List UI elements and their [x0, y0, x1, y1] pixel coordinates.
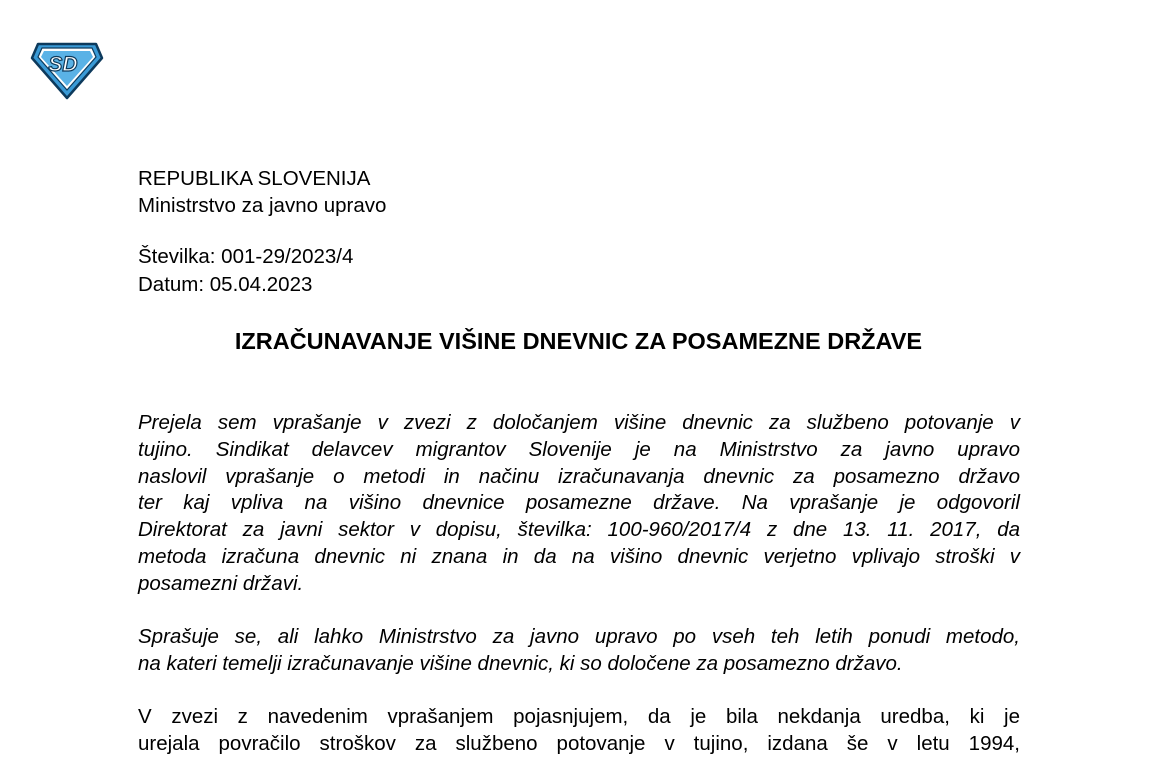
paragraph-line: na kateri temelji izračunavanje višine dnevnic, ki so določene za posamezno državo.	[138, 651, 903, 675]
paragraph-request	[138, 624, 1020, 678]
reference-date: Datum: 05.04.2023	[138, 273, 313, 296]
paragraph-line: Direktorat za javni sektor v dopisu, številka: 100-960/2017/4 z dne 13. 11. 2017, da	[138, 518, 1020, 542]
paragraph-question	[138, 410, 1020, 598]
sd-diamond-logo-icon	[30, 40, 104, 100]
paragraph-line: posamezni državi.	[138, 571, 304, 595]
paragraph-line: tujino. Sindikat delavcev migrantov Slovenije je na Ministrstvo za javno upravo	[138, 437, 1020, 461]
reference-number: Številka: 001-29/2023/4	[138, 245, 354, 268]
paragraph-line: ter kaj vpliva na višino dnevnice posamezne države. Na vprašanje je odgovoril	[138, 491, 1020, 515]
paragraph-line: naslovil vprašanje o metodi in načinu izračunavanja dnevnic za posamezno državo	[138, 464, 1020, 488]
country-name: REPUBLIKA SLOVENIJA	[138, 167, 371, 190]
logo-text: SD	[48, 53, 78, 76]
reference-block	[138, 243, 353, 299]
document-title: IZRAČUNAVANJE VIŠINE DNEVNIC ZA POSAMEZNE DRŽAVE	[234, 328, 923, 354]
paragraph-line: Prejela sem vprašanje v zvezi z določanjem višine dnevnic za službeno potovanje v	[138, 411, 1020, 434]
paragraph-line: urejala povračilo stroškov za službeno potovanje v tujino, izdana še v letu 1994,	[138, 731, 1020, 755]
header-block	[138, 165, 386, 219]
paragraph-line: metoda izračuna dnevnic ni znana in da na višino dnevnic verjetno vplivajo stroški v	[138, 544, 1020, 568]
paragraph-line: V zvezi z navedenim vprašanjem pojasnjujem, da je bila nekdanja uredba, ki je	[138, 705, 1020, 728]
paragraph-answer	[138, 704, 1020, 758]
paragraph-line: Sprašuje se, ali lahko Ministrstvo za javno upravo po vseh teh letih ponudi metodo,	[138, 625, 1020, 648]
ministry-name: Ministrstvo za javno upravo	[138, 194, 387, 217]
